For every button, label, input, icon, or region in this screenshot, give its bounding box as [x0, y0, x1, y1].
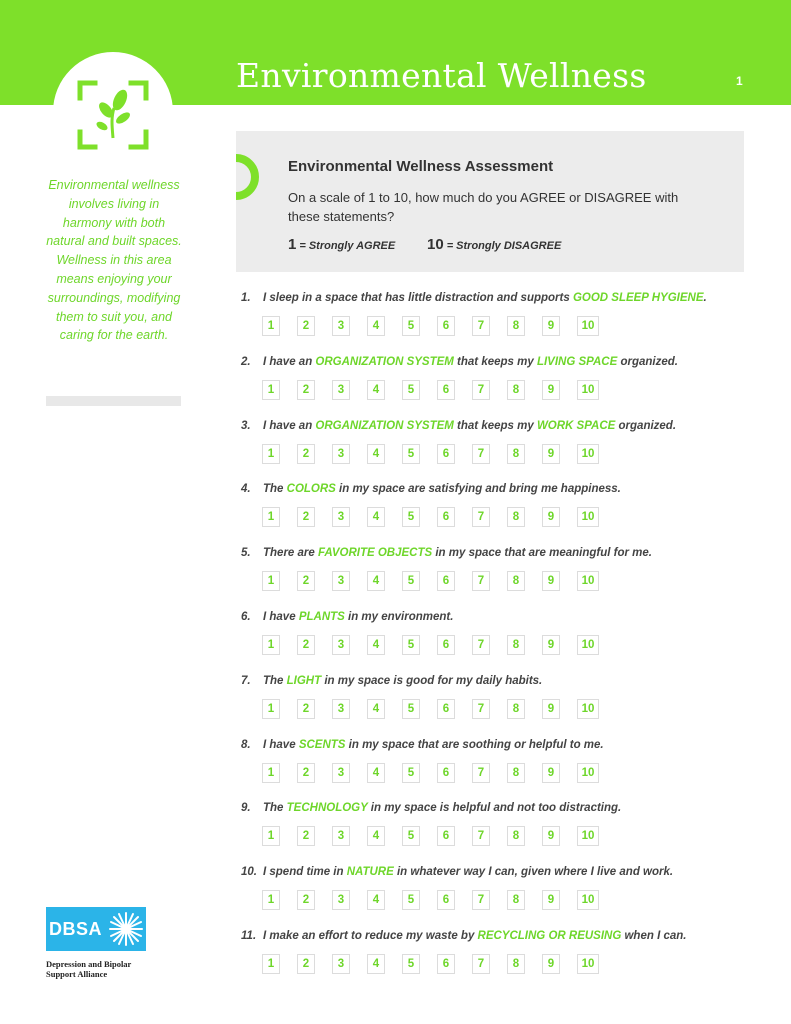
rating-option-6[interactable]: 6 — [437, 571, 455, 591]
question-text: in my space is good for my daily habits. — [321, 675, 543, 687]
rating-option-10[interactable]: 10 — [577, 699, 599, 719]
rating-option-4[interactable]: 4 — [367, 380, 385, 400]
rating-option-8[interactable]: 8 — [507, 890, 525, 910]
question-7 — [241, 675, 761, 687]
organization-name — [46, 959, 156, 979]
assessment-title: Environmental Wellness Assessment — [288, 158, 554, 175]
rating-option-4[interactable]: 4 — [367, 571, 385, 591]
rating-option-5[interactable]: 5 — [402, 763, 420, 783]
question-text: that keeps my — [453, 356, 537, 368]
question-text: in my space that are meaningful for me. — [432, 547, 652, 559]
rating-option-1[interactable]: 1 — [262, 635, 280, 655]
rating-option-10[interactable]: 10 — [577, 826, 599, 846]
question-text: in whatever way I can, given where I live and work. — [393, 866, 674, 878]
rating-option-9[interactable]: 9 — [542, 380, 560, 400]
rating-option-7[interactable]: 7 — [472, 380, 490, 400]
scale-low-label: = Strongly AGREE — [299, 240, 396, 252]
question-5 — [241, 547, 761, 559]
rating-option-8[interactable]: 8 — [507, 380, 525, 400]
rating-option-6[interactable]: 6 — [437, 826, 455, 846]
rating-option-2[interactable]: 2 — [297, 571, 315, 591]
rating-option-5[interactable]: 5 — [402, 507, 420, 527]
question-6 — [241, 611, 761, 623]
organization-name-line1: Depression and Bipolar — [46, 959, 132, 969]
rating-option-3[interactable]: 3 — [332, 444, 350, 464]
question-text: I sleep in a space that has little distraction and supports — [263, 292, 573, 304]
rating-option-8[interactable]: 8 — [507, 699, 525, 719]
dbsa-logo — [46, 907, 146, 951]
question-keyword: LIVING SPACE — [536, 356, 618, 368]
rating-option-2[interactable]: 2 — [297, 890, 315, 910]
rating-option-3[interactable]: 3 — [332, 635, 350, 655]
question-number: 7. — [241, 675, 251, 687]
rating-option-2[interactable]: 2 — [297, 380, 315, 400]
rating-option-3[interactable]: 3 — [332, 954, 350, 974]
question-number: 2. — [241, 356, 251, 368]
rating-option-4[interactable]: 4 — [367, 699, 385, 719]
question-1 — [241, 292, 761, 304]
question-number: 8. — [241, 739, 251, 751]
rating-option-4[interactable]: 4 — [367, 890, 385, 910]
rating-option-3[interactable]: 3 — [332, 316, 350, 336]
question-text: I make an effort to reduce my waste by — [263, 930, 478, 942]
half-circle-decoration — [236, 154, 262, 200]
question-keyword: FAVORITE OBJECTS — [317, 547, 433, 559]
rating-option-7[interactable]: 7 — [472, 571, 490, 591]
rating-option-5[interactable]: 5 — [402, 954, 420, 974]
sidebar-divider — [46, 396, 181, 406]
organization-name-line2: Support Alliance — [46, 969, 108, 979]
rating-option-8[interactable]: 8 — [507, 507, 525, 527]
rating-option-2[interactable]: 2 — [297, 826, 315, 846]
rating-option-10[interactable]: 10 — [577, 507, 599, 527]
rating-option-4[interactable]: 4 — [367, 444, 385, 464]
rating-option-10[interactable]: 10 — [577, 316, 599, 336]
rating-option-4[interactable]: 4 — [367, 316, 385, 336]
rating-option-7[interactable]: 7 — [472, 763, 490, 783]
rating-option-5[interactable]: 5 — [402, 635, 420, 655]
question-10 — [241, 866, 761, 878]
question-number: 6. — [241, 611, 251, 623]
rating-option-3[interactable]: 3 — [332, 890, 350, 910]
rating-option-1[interactable]: 1 — [262, 890, 280, 910]
rating-option-6[interactable]: 6 — [437, 890, 455, 910]
question-number: 4. — [241, 483, 251, 495]
rating-option-9[interactable]: 9 — [542, 635, 560, 655]
rating-option-4[interactable]: 4 — [367, 763, 385, 783]
question-text: that keeps my — [453, 420, 537, 432]
rating-option-8[interactable]: 8 — [507, 635, 525, 655]
rating-option-2[interactable]: 2 — [297, 699, 315, 719]
rating-option-5[interactable]: 5 — [402, 571, 420, 591]
question-keyword: ORGANIZATION SYSTEM — [315, 420, 454, 432]
rating-option-2[interactable]: 2 — [297, 763, 315, 783]
rating-option-10[interactable]: 10 — [577, 890, 599, 910]
page-title: Environmental Wellness — [236, 56, 647, 95]
question-keyword: WORK SPACE — [536, 420, 616, 432]
question-text: I have — [263, 611, 299, 623]
question-number: 1. — [241, 292, 251, 304]
question-text: . — [703, 292, 707, 304]
rating-option-5[interactable]: 5 — [402, 699, 420, 719]
rating-option-4[interactable]: 4 — [367, 507, 385, 527]
rating-option-7[interactable]: 7 — [472, 316, 490, 336]
question-text: I have an — [263, 420, 316, 432]
rating-option-9[interactable]: 9 — [542, 507, 560, 527]
question-keyword: NATURE — [346, 866, 394, 878]
question-text: organized. — [617, 356, 678, 368]
rating-option-6[interactable]: 6 — [437, 763, 455, 783]
rating-option-10[interactable]: 10 — [577, 444, 599, 464]
question-text: The — [263, 483, 287, 495]
rating-option-10[interactable]: 10 — [577, 763, 599, 783]
rating-option-5[interactable]: 5 — [402, 380, 420, 400]
question-text: in my space are satisfying and bring me happiness. — [335, 483, 621, 495]
rating-option-3[interactable]: 3 — [332, 826, 350, 846]
question-text: I have an — [263, 356, 316, 368]
rating-option-10[interactable]: 10 — [577, 571, 599, 591]
question-text: I have — [263, 739, 299, 751]
rating-option-7[interactable]: 7 — [472, 699, 490, 719]
rating-option-1[interactable]: 1 — [262, 316, 280, 336]
rating-option-3[interactable]: 3 — [332, 380, 350, 400]
rating-option-8[interactable]: 8 — [507, 954, 525, 974]
question-text: in my environment. — [344, 611, 454, 623]
rating-option-1[interactable]: 1 — [262, 380, 280, 400]
question-4 — [241, 483, 761, 495]
rating-option-6[interactable]: 6 — [437, 444, 455, 464]
rating-option-1[interactable]: 1 — [262, 507, 280, 527]
rating-option-5[interactable]: 5 — [402, 890, 420, 910]
rating-option-3[interactable]: 3 — [332, 763, 350, 783]
question-keyword: TECHNOLOGY — [286, 802, 368, 814]
scale-high — [427, 236, 561, 253]
rating-option-9[interactable]: 9 — [542, 444, 560, 464]
rating-option-1[interactable]: 1 — [262, 571, 280, 591]
question-8 — [241, 739, 761, 751]
sidebar-description: Environmental wellness involves living in harmony with both natural and built spaces. Wellness in this area means enjoying your surroundings, modifying them to suit you, and caring for the earth. — [46, 178, 182, 343]
rating-option-6[interactable]: 6 — [437, 316, 455, 336]
scale-low — [288, 236, 395, 253]
rating-option-6[interactable]: 6 — [437, 699, 455, 719]
question-keyword: RECYCLING OR REUSING — [477, 930, 622, 942]
rating-option-8[interactable]: 8 — [507, 444, 525, 464]
rating-option-9[interactable]: 9 — [542, 954, 560, 974]
rating-option-9[interactable]: 9 — [542, 316, 560, 336]
rating-option-9[interactable]: 9 — [542, 699, 560, 719]
question-number: 3. — [241, 420, 251, 432]
question-keyword: ORGANIZATION SYSTEM — [315, 356, 454, 368]
question-keyword: LIGHT — [286, 675, 322, 687]
page-number: 1 — [736, 74, 743, 88]
question-keyword: GOOD SLEEP HYGIENE — [572, 292, 704, 304]
rating-option-5[interactable]: 5 — [402, 826, 420, 846]
rating-option-7[interactable]: 7 — [472, 826, 490, 846]
rating-option-10[interactable]: 10 — [577, 380, 599, 400]
rating-option-5[interactable]: 5 — [402, 444, 420, 464]
question-2 — [241, 356, 761, 368]
dbsa-logo-text: DBSA — [49, 919, 103, 939]
scale-low-number: 1 — [288, 236, 297, 253]
rating-option-2[interactable]: 2 — [297, 507, 315, 527]
rating-option-8[interactable]: 8 — [507, 763, 525, 783]
rating-option-6[interactable]: 6 — [437, 635, 455, 655]
rating-option-7[interactable]: 7 — [472, 890, 490, 910]
question-number: 10. — [241, 866, 257, 878]
rating-option-9[interactable]: 9 — [542, 826, 560, 846]
rating-option-1[interactable]: 1 — [262, 444, 280, 464]
rating-option-7[interactable]: 7 — [472, 444, 490, 464]
question-number: 5. — [241, 547, 251, 559]
question-keyword: PLANTS — [298, 611, 345, 623]
rating-option-1[interactable]: 1 — [262, 826, 280, 846]
question-text: when I can. — [621, 930, 687, 942]
scale-high-label: = Strongly DISAGREE — [446, 240, 562, 252]
question-text: The — [263, 675, 287, 687]
rating-option-7[interactable]: 7 — [472, 635, 490, 655]
rating-option-2[interactable]: 2 — [297, 954, 315, 974]
question-text: I spend time in — [263, 866, 347, 878]
rating-option-7[interactable]: 7 — [472, 507, 490, 527]
rating-option-4[interactable]: 4 — [367, 635, 385, 655]
question-9 — [241, 802, 761, 814]
burst-icon — [108, 911, 144, 947]
rating-option-10[interactable]: 10 — [577, 635, 599, 655]
question-text: There are — [263, 547, 318, 559]
assessment-instructions: On a scale of 1 to 10, how much do you AGREE or DISAGREE with these statements? — [288, 190, 679, 224]
question-keyword: SCENTS — [298, 739, 346, 751]
rating-option-3[interactable]: 3 — [332, 507, 350, 527]
question-11 — [241, 930, 761, 942]
rating-option-8[interactable]: 8 — [507, 571, 525, 591]
rating-option-10[interactable]: 10 — [577, 954, 599, 974]
rating-option-4[interactable]: 4 — [367, 954, 385, 974]
rating-option-2[interactable]: 2 — [297, 444, 315, 464]
rating-option-6[interactable]: 6 — [437, 380, 455, 400]
question-3 — [241, 420, 761, 432]
rating-option-6[interactable]: 6 — [437, 507, 455, 527]
rating-option-4[interactable]: 4 — [367, 826, 385, 846]
rating-option-2[interactable]: 2 — [297, 635, 315, 655]
rating-option-1[interactable]: 1 — [262, 699, 280, 719]
rating-option-9[interactable]: 9 — [542, 890, 560, 910]
rating-option-3[interactable]: 3 — [332, 571, 350, 591]
rating-option-2[interactable]: 2 — [297, 316, 315, 336]
question-keyword: COLORS — [286, 483, 336, 495]
rating-option-5[interactable]: 5 — [402, 316, 420, 336]
scale-high-number: 10 — [427, 236, 444, 253]
rating-option-9[interactable]: 9 — [542, 571, 560, 591]
question-text: organized. — [615, 420, 677, 432]
question-number: 11. — [241, 930, 257, 942]
rating-option-7[interactable]: 7 — [472, 954, 490, 974]
question-text: in my space that are soothing or helpful to me. — [345, 739, 604, 751]
rating-option-1[interactable]: 1 — [262, 763, 280, 783]
question-number: 9. — [241, 802, 251, 814]
rating-option-9[interactable]: 9 — [542, 763, 560, 783]
plant-frame-icon — [76, 78, 150, 152]
question-text: The — [263, 802, 287, 814]
rating-option-1[interactable]: 1 — [262, 954, 280, 974]
rating-option-6[interactable]: 6 — [437, 954, 455, 974]
rating-option-3[interactable]: 3 — [332, 699, 350, 719]
rating-option-8[interactable]: 8 — [507, 826, 525, 846]
question-text: in my space is helpful and not too distracting. — [367, 802, 622, 814]
rating-option-8[interactable]: 8 — [507, 316, 525, 336]
